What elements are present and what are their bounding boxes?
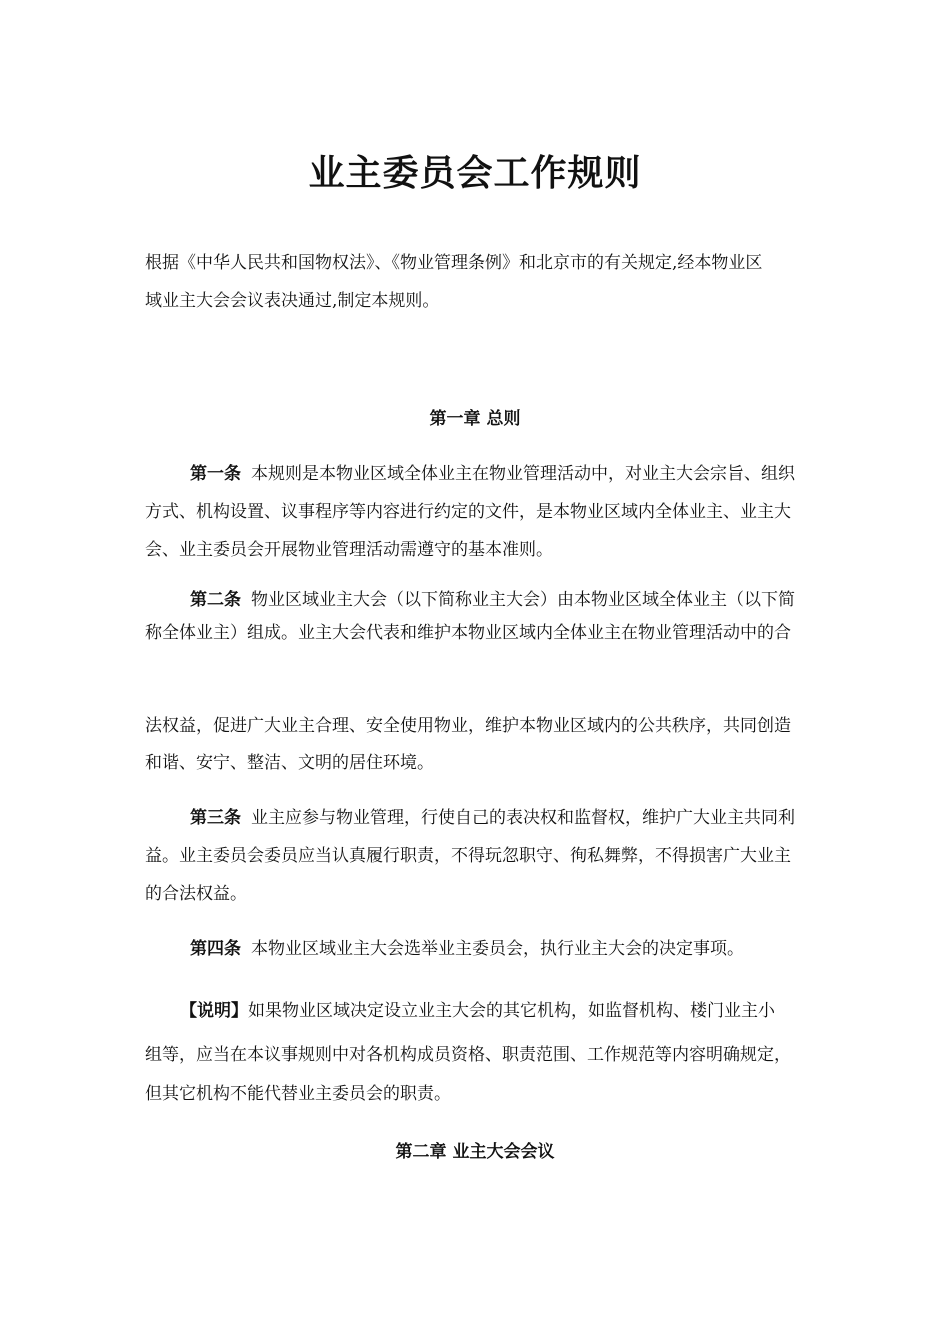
article-line: 益。业主委员会委员应当认真履行职责，不得玩忽职守、徇私舞弊，不得损害广大业主 <box>145 846 791 866</box>
article-line: 的合法权益。 <box>145 884 247 904</box>
article-text: 物业区域业主大会（以下简称业主大会）由本物业区域全体业主（以下简 <box>251 590 795 610</box>
article-label: 第四条 <box>190 939 241 959</box>
note-line: 组等，应当在本议事规则中对各机构成员资格、职责范围、工作规范等内容明确规定， <box>145 1045 791 1065</box>
note-label: 【说明】 <box>180 1001 248 1021</box>
note-text: 如果物业区域决定设立业主大会的其它机构，如监督机构、楼门业主小 <box>248 1001 775 1021</box>
article-line: 方式、机构设置、议事程序等内容进行约定的文件，是本物业区域内全体业主、业主大 <box>145 502 791 522</box>
note-line: 但其它机构不能代替业主委员会的职责。 <box>145 1084 451 1104</box>
article-text: 本物业区域业主大会选举业主委员会，执行业主大会的决定事项。 <box>251 939 744 959</box>
article-label: 第一条 <box>190 464 241 484</box>
chapter-heading: 第二章 业主大会会议 <box>395 1142 555 1162</box>
article-first-line <box>190 938 845 960</box>
article-line: 会、业主委员会开展物业管理活动需遵守的基本准则。 <box>145 540 553 560</box>
article-line: 称全体业主）组成。业主大会代表和维护本物业区域内全体业主在物业管理活动中的合 <box>145 623 791 643</box>
article-line: 法权益，促进广大业主合理、安全使用物业，维护本物业区域内的公共秩序，共同创造 <box>145 716 791 736</box>
article-label: 第二条 <box>190 590 241 610</box>
article-text: 本规则是本物业区域全体业主在物业管理活动中，对业主大会宗旨、组织 <box>251 464 795 484</box>
article-first-line <box>190 807 845 829</box>
article-first-line <box>190 463 845 485</box>
article-first-line <box>190 589 845 611</box>
article-label: 第三条 <box>190 808 241 828</box>
article-text: 业主应参与物业管理，行使自己的表决权和监督权，维护广大业主共同利 <box>251 808 795 828</box>
document-title: 业主委员会工作规则 <box>308 153 642 194</box>
chapter-heading: 第一章 总则 <box>429 409 521 429</box>
article-line: 和谐、安宁、整洁、文明的居住环境。 <box>145 753 434 773</box>
preamble-line: 根据《中华人民共和国物权法》、《物业管理条例》和北京市的有关规定,经本物业区 <box>145 253 763 273</box>
preamble-line: 域业主大会会议表决通过,制定本规则。 <box>145 291 440 311</box>
note-first-line <box>180 1000 845 1022</box>
